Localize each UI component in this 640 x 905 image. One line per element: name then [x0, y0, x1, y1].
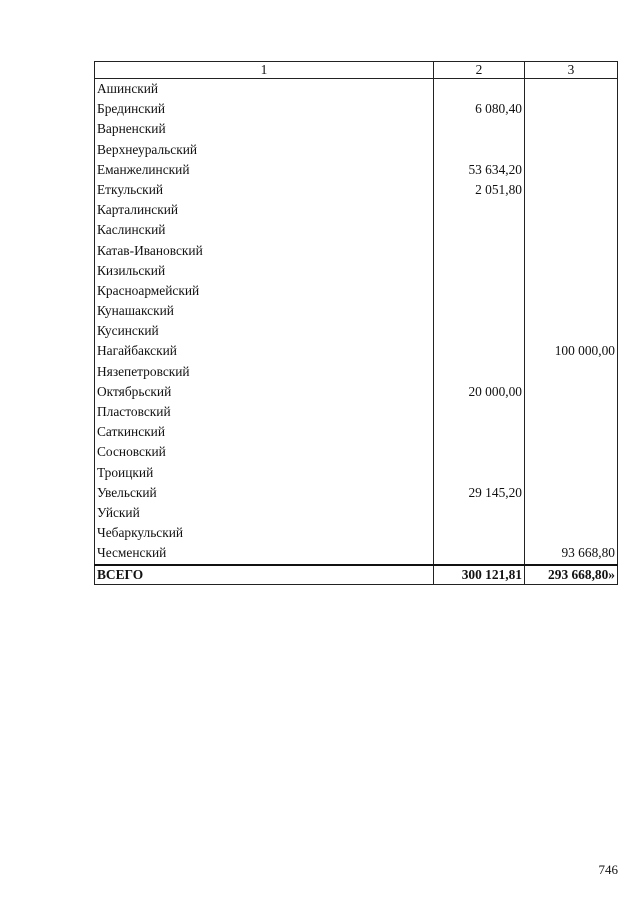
table-row: [95, 382, 618, 402]
table-row: [95, 543, 618, 564]
value-col3: 93 668,80: [525, 543, 618, 564]
table-row: [95, 200, 618, 220]
value-col3: [525, 402, 618, 422]
value-col2: 29 145,20: [434, 483, 525, 503]
value-col3: 100 000,00: [525, 341, 618, 361]
total-label: ВСЕГО: [95, 565, 434, 585]
district-name: Увельский: [95, 483, 434, 503]
table-row: [95, 160, 618, 180]
value-col3: [525, 119, 618, 139]
value-col3: [525, 180, 618, 200]
header-row: [95, 62, 618, 79]
value-col3: [525, 321, 618, 341]
page-number: 746: [598, 862, 618, 877]
table-header: [95, 62, 618, 79]
district-name: Октябрьский: [95, 382, 434, 402]
value-col2: [434, 261, 525, 281]
table-row: [95, 341, 618, 361]
district-name: Сосновский: [95, 442, 434, 462]
table-row: [95, 422, 618, 442]
table-row: [95, 503, 618, 523]
district-name: Варненский: [95, 119, 434, 139]
value-col3: [525, 241, 618, 261]
value-col2: [434, 79, 525, 100]
table-row: [95, 442, 618, 462]
value-col2: [434, 543, 525, 564]
value-col3: [525, 523, 618, 543]
value-col3: [525, 483, 618, 503]
total-col2: 300 121,81: [434, 565, 525, 585]
value-col3: [525, 140, 618, 160]
district-name: Уйский: [95, 503, 434, 523]
district-name: Красноармейский: [95, 281, 434, 301]
value-col3: [525, 463, 618, 483]
table-row: [95, 220, 618, 240]
district-name: Пластовский: [95, 402, 434, 422]
district-name: Кизильский: [95, 261, 434, 281]
value-col2: [434, 119, 525, 139]
table-row: [95, 402, 618, 422]
value-col2: [434, 200, 525, 220]
value-col2: 6 080,40: [434, 99, 525, 119]
value-col3: [525, 281, 618, 301]
district-name: Ашинский: [95, 79, 434, 100]
value-col3: [525, 200, 618, 220]
value-col2: [434, 321, 525, 341]
table-row: [95, 261, 618, 281]
table-row: [95, 180, 618, 200]
value-col3: [525, 442, 618, 462]
district-name: Брединский: [95, 99, 434, 119]
table-row: [95, 301, 618, 321]
value-col2: [434, 140, 525, 160]
table-body: [95, 79, 618, 585]
table-row: [95, 241, 618, 261]
value-col2: [434, 402, 525, 422]
value-col3: [525, 99, 618, 119]
column-header-1: 1: [95, 62, 434, 79]
district-name: Кунашакский: [95, 301, 434, 321]
value-col2: [434, 523, 525, 543]
district-name: Троицкий: [95, 463, 434, 483]
column-header-2: 2: [434, 62, 525, 79]
value-col2: [434, 362, 525, 382]
value-col3: [525, 382, 618, 402]
table-row: [95, 523, 618, 543]
table-row: [95, 79, 618, 100]
value-col2: [434, 241, 525, 261]
district-name: Чебаркульский: [95, 523, 434, 543]
district-name: Кусинский: [95, 321, 434, 341]
district-name: Каслинский: [95, 220, 434, 240]
table-row: [95, 281, 618, 301]
district-name: Еманжелинский: [95, 160, 434, 180]
value-col3: [525, 503, 618, 523]
district-name: Чесменский: [95, 543, 434, 564]
value-col2: [434, 503, 525, 523]
table-row: [95, 321, 618, 341]
value-col2: 2 051,80: [434, 180, 525, 200]
district-name: Верхнеуральский: [95, 140, 434, 160]
value-col3: [525, 301, 618, 321]
value-col2: [434, 463, 525, 483]
district-name: Саткинский: [95, 422, 434, 442]
district-name: Нязепетровский: [95, 362, 434, 382]
table-row: [95, 99, 618, 119]
value-col2: 53 634,20: [434, 160, 525, 180]
table-row: [95, 483, 618, 503]
column-header-3: 3: [525, 62, 618, 79]
district-name: Карталинский: [95, 200, 434, 220]
value-col3: [525, 79, 618, 100]
value-col2: [434, 422, 525, 442]
value-col3: [525, 422, 618, 442]
value-col3: [525, 362, 618, 382]
district-name: Катав-Ивановский: [95, 241, 434, 261]
budget-table: [94, 61, 618, 585]
value-col2: [434, 442, 525, 462]
value-col3: [525, 160, 618, 180]
table-row: [95, 463, 618, 483]
value-col3: [525, 220, 618, 240]
district-name: Нагайбакский: [95, 341, 434, 361]
total-row: [95, 565, 618, 585]
table-row: [95, 140, 618, 160]
value-col2: [434, 341, 525, 361]
total-col3: 293 668,80»: [525, 565, 618, 585]
value-col2: [434, 301, 525, 321]
table-row: [95, 119, 618, 139]
district-name: Еткульский: [95, 180, 434, 200]
value-col2: [434, 220, 525, 240]
value-col2: 20 000,00: [434, 382, 525, 402]
value-col3: [525, 261, 618, 281]
table-row: [95, 362, 618, 382]
value-col2: [434, 281, 525, 301]
